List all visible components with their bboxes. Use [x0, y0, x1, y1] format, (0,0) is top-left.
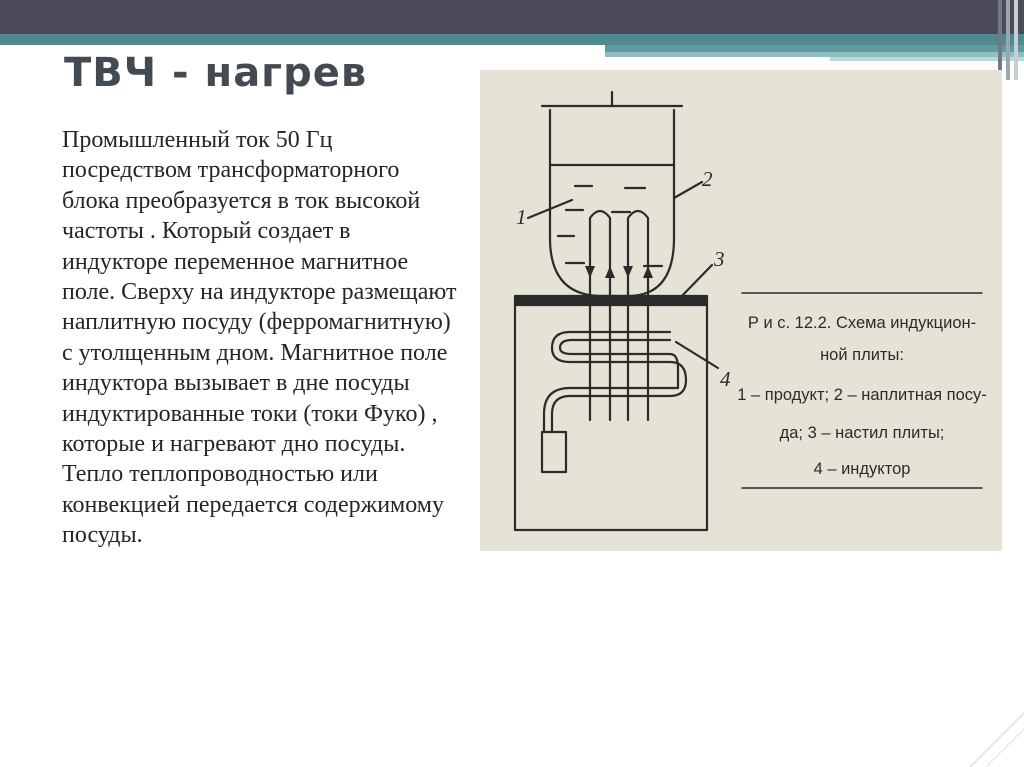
caption-line: ной плиты:: [820, 346, 904, 364]
caption-line: Р и с. 12.2. Схема индукцион-: [747, 314, 977, 332]
induction-cooker-diagram: [480, 70, 1002, 551]
accent-vertical-stripe: [998, 0, 1002, 80]
label-3: 3: [714, 247, 725, 271]
label-2: 2: [702, 167, 713, 191]
caption-line: да; 3 – настил плиты;: [779, 424, 945, 442]
page-curl-decoration: [964, 707, 1024, 767]
power-unit: [542, 432, 566, 472]
caption-line: 1 – продукт; 2 – наплитная посу-: [737, 386, 987, 404]
accent-vertical-stripe: [1006, 0, 1010, 80]
accent-vertical-stripe: [1014, 0, 1018, 80]
accent-stripe: [0, 34, 1024, 45]
slide-body-text: Промышленный ток 50 Гц посредством трансформаторного блока преобразуется в ток высокой частоты . Который создает в индукторе переменное магнитное поле. Сверху на индукторе размещают наплитную посуду (ферромагнитную) с утолщенным дном. Магнитное поле индуктора вызывает в дне посуды индуктированные токи (токи Фуко) , которые и нагревают дно посуды. Тепло теплопроводностью или конвекцией передается содержимому посуды.: [62, 127, 457, 549]
accent-stripe-secondary: [605, 45, 1024, 52]
header-bar: [0, 0, 1024, 34]
slide-title: ТВЧ - нагрев: [64, 50, 368, 96]
accent-stripe-light: [830, 57, 1024, 61]
caption-line: 4 – индуктор: [813, 460, 911, 478]
inductor-coil: [552, 332, 686, 432]
label-1: 1: [516, 205, 527, 229]
pot-outline: [550, 110, 674, 296]
label-4: 4: [720, 367, 731, 391]
